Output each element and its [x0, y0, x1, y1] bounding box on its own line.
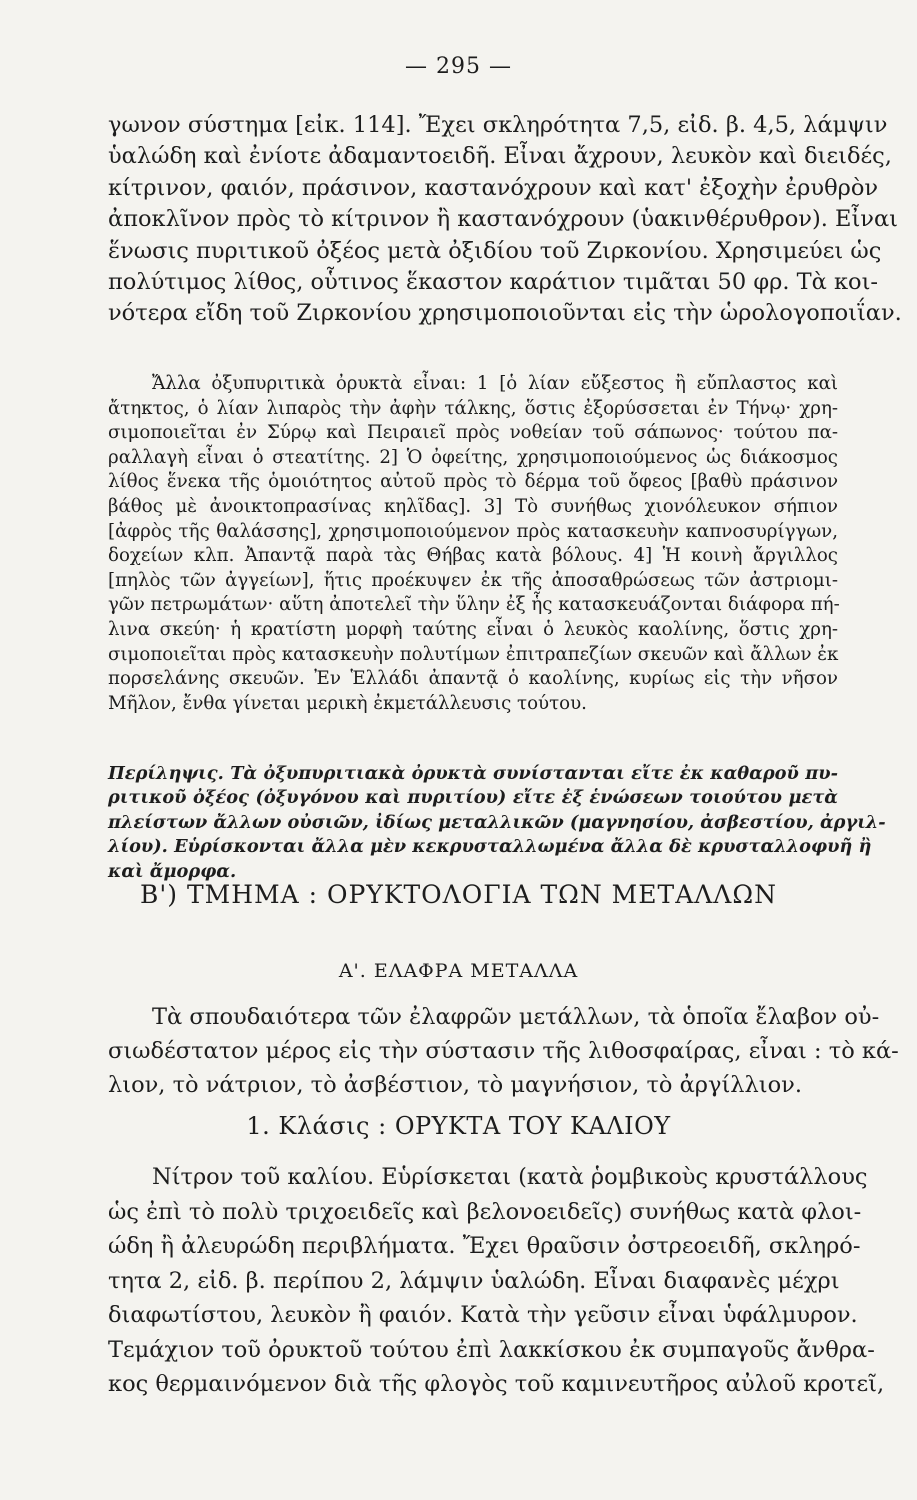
- text-line: [πηλὸς τῶν ἀγγείων], ἥτις προέκυψεν ἐκ τῆς ἀποσαθρώσεως τῶν ἀστριομι-: [108, 569, 838, 591]
- text-line: ριτικοῦ ὀξέος (ὀξυγόνου καὶ πυριτίου) εἴτε ἐξ ἑνώσεων τοιούτου μετὰ: [108, 787, 838, 809]
- text-line: [ἀφρὸς τῆς θαλάσσης], χρησιμοποιούμενον πρὸς κατασκευὴν καπνοσυρίγγων,: [108, 520, 838, 542]
- intro-paragraph: [108, 1000, 899, 1102]
- text-line: λιον, τὸ νάτριον, τὸ ἀσβέστιον, τὸ μαγνήσιον, τὸ ἀργίλλιον.: [108, 1072, 803, 1098]
- text-line: Τὰ σπουδαιότερα τῶν ἐλαφρῶν μετάλλων, τὰ ὁποῖα ἔλαβον οὐ-: [152, 1004, 880, 1030]
- text-line: λίθος ἕνεκα τῆς ὁμοιότητος αὐτοῦ πρὸς τὸ δέρμα τοῦ ὄφεος [βαθὺ πράσινον: [108, 471, 838, 493]
- text-line: γωνον σύστημα [εἰκ. 114]. Ἔχει σκληρότητα 7,5, εἰδ. β. 4,5, λάμψιν: [108, 112, 888, 138]
- subsection-heading: Α'. ΕΛΑΦΡΑ ΜΕΤΑΛΛΑ: [338, 960, 579, 982]
- text-line: ραλλαγὴ εἶναι ὁ στεατίτης. 2] Ὁ ὀφείτης, χρησιμοποιούμενος ὡς διάκοσμος: [108, 446, 838, 468]
- main-paragraph: [108, 110, 902, 330]
- text-line: ἕνωσις πυριτικοῦ ὀξέος μετὰ ὀξιδίου τοῦ Ζιρκονίου. Χρησιμεύει ὡς: [108, 237, 882, 264]
- text-line: βάθος μὲ ἀνοικτοπρασίνας κηλῖδας]. 3] Τὸ συνήθως χιονόλευκον σήπιον: [108, 495, 838, 517]
- text-line: σιωδέστατον μέρος εἰς τὴν σύστασιν τῆς λιθοσφαίρας, εἶναι : τὸ κά-: [108, 1038, 899, 1064]
- note-paragraph: [108, 372, 838, 716]
- text-line: δοχείων κλπ. Ἀπαντᾷ παρὰ τὰς Θήβας κατὰ βόλους. 4] Ἡ κοινὴ ἄργιλλος: [108, 545, 838, 567]
- text-line: σιμοποιεῖται ἐν Σύρῳ καὶ Πειραιεῖ πρὸς νοθείαν τοῦ σάπωνος· τούτου πα-: [108, 422, 838, 444]
- text-line: καὶ ἄμορφα.: [108, 860, 237, 882]
- text-line: ὡς ἐπὶ τὸ πολὺ τριχοειδεῖς καὶ βελονοειδεῖς) συνήθως κατὰ φλοι-: [108, 1198, 862, 1225]
- text-line: ἀποκλῖνον πρὸς τὸ κίτρινον ἢ καστανόχρουν (ὑακινθέρυθρον). Εἶναι: [108, 206, 898, 233]
- page-number: — 295 —: [405, 54, 512, 79]
- section-heading: Β') ΤΜΗΜΑ : ΟΡΥΚΤΟΛΟΓΙΑ ΤΩΝ ΜΕΤΑΛΛΩΝ: [140, 880, 777, 909]
- text-line: ὑαλώδη καὶ ἐνίοτε ἀδαμαντοειδῆ. Εἶναι ἄχρουν, λευκὸν καὶ διειδές,: [108, 143, 892, 170]
- text-line: λινα σκεύη· ἡ κρατίστη μορφὴ ταύτης εἶναι ὁ λευκὸς καολίνης, ὅστις χρη-: [108, 618, 838, 640]
- text-line: νότερα εἴδη τοῦ Ζιρκονίου χρησιμοποιοῦνται εἰς τὴν ὡρολογοποιΐαν.: [108, 300, 902, 327]
- text-line: κίτρινον, φαιόν, πράσινον, καστανόχρουν καὶ κατ' ἐξοχὴν ἐρυθρὸν: [108, 174, 879, 201]
- text-line: τητα 2, εἰδ. β. περίπου 2, λάμψιν ὑαλώδη. Εἶναι διαφανὲς μέχρι: [108, 1267, 840, 1294]
- text-line: γῶν πετρωμάτων· αὕτη ἀποτελεῖ τὴν ὕλην ἐξ ἧς κατασκευάζονται διάφορα πή-: [108, 594, 840, 616]
- text-line: πολύτιμος λίθος, οὗτινος ἕκαστον καράτιον τιμᾶται 50 φρ. Τὰ κοι-: [108, 269, 879, 296]
- text-line: κος θερμαινόμενον διὰ τῆς φλογὸς τοῦ καμινευτῆρος αὐλοῦ κροτεῖ,: [108, 1371, 885, 1397]
- text-line: Τεμάχιον τοῦ ὀρυκτοῦ τούτου ἐπὶ λακκίσκου ἐκ συμπαγοῦς ἄνθρα-: [108, 1336, 875, 1363]
- text-line: ἄτηκτος, ὁ λίαν λιπαρὸς τὴν ἀφὴν τάλκης, ὅστις ἐξορύσσεται ἐν Τήνῳ· χρη-: [108, 397, 838, 419]
- body-paragraph: [108, 1160, 885, 1402]
- summary-paragraph: [108, 762, 886, 884]
- text-line: Περίληψις. Τὰ ὀξυπυριτιακὰ ὀρυκτὰ συνίστανται εἴτε ἐκ καθαροῦ πυ-: [108, 763, 838, 784]
- text-line: Μῆλον, ἔνθα γίνεται μερικὴ ἐκμετάλλευσις τούτου.: [108, 692, 587, 714]
- text-line: ώδη ἢ ἀλευρώδη περιβλήματα. Ἔχει θραῦσιν ὀστρεοειδῆ, σκληρό-: [108, 1233, 861, 1259]
- text-line: Νίτρον τοῦ καλίου. Εὑρίσκεται (κατὰ ῥομβικοὺς κρυστάλλους: [152, 1164, 868, 1190]
- text-line: διαφωτίστου, λευκὸν ἢ φαιόν. Κατὰ τὴν γεῦσιν εἶναι ὑφάλμυρον.: [108, 1302, 858, 1328]
- text-line: πλείστων ἄλλων οὐσιῶν, ἰδίως μεταλλικῶν (μαγνησίου, ἀσβεστίου, ἀργιλ-: [108, 811, 886, 833]
- text-line: Ἄλλα ὀξυπυριτικὰ ὀρυκτὰ εἶναι: 1 [ὁ λίαν εὔξεστος ἢ εὔπλαστος καὶ: [152, 373, 838, 394]
- class-heading: 1. Κλάσις : ΟΡΥΚΤΑ ΤΟΥ ΚΑΛΙΟΥ: [246, 1112, 671, 1140]
- text-line: σιμοποιεῖται πρὸς κατασκευὴν πολυτίμων ἐπιτραπεζίων σκευῶν καὶ ἄλλων ἐκ: [108, 643, 839, 665]
- text-line: πορσελάνης σκευῶν. Ἐν Ἑλλάδι ἀπαντᾷ ὁ καολίνης, κυρίως εἰς τὴν νῆσον: [108, 668, 838, 690]
- text-line: λίου). Εὑρίσκονται ἄλλα μὲν κεκρυσταλλωμένα ἄλλα δὲ κρυσταλλοφυῆ ἢ: [108, 836, 872, 858]
